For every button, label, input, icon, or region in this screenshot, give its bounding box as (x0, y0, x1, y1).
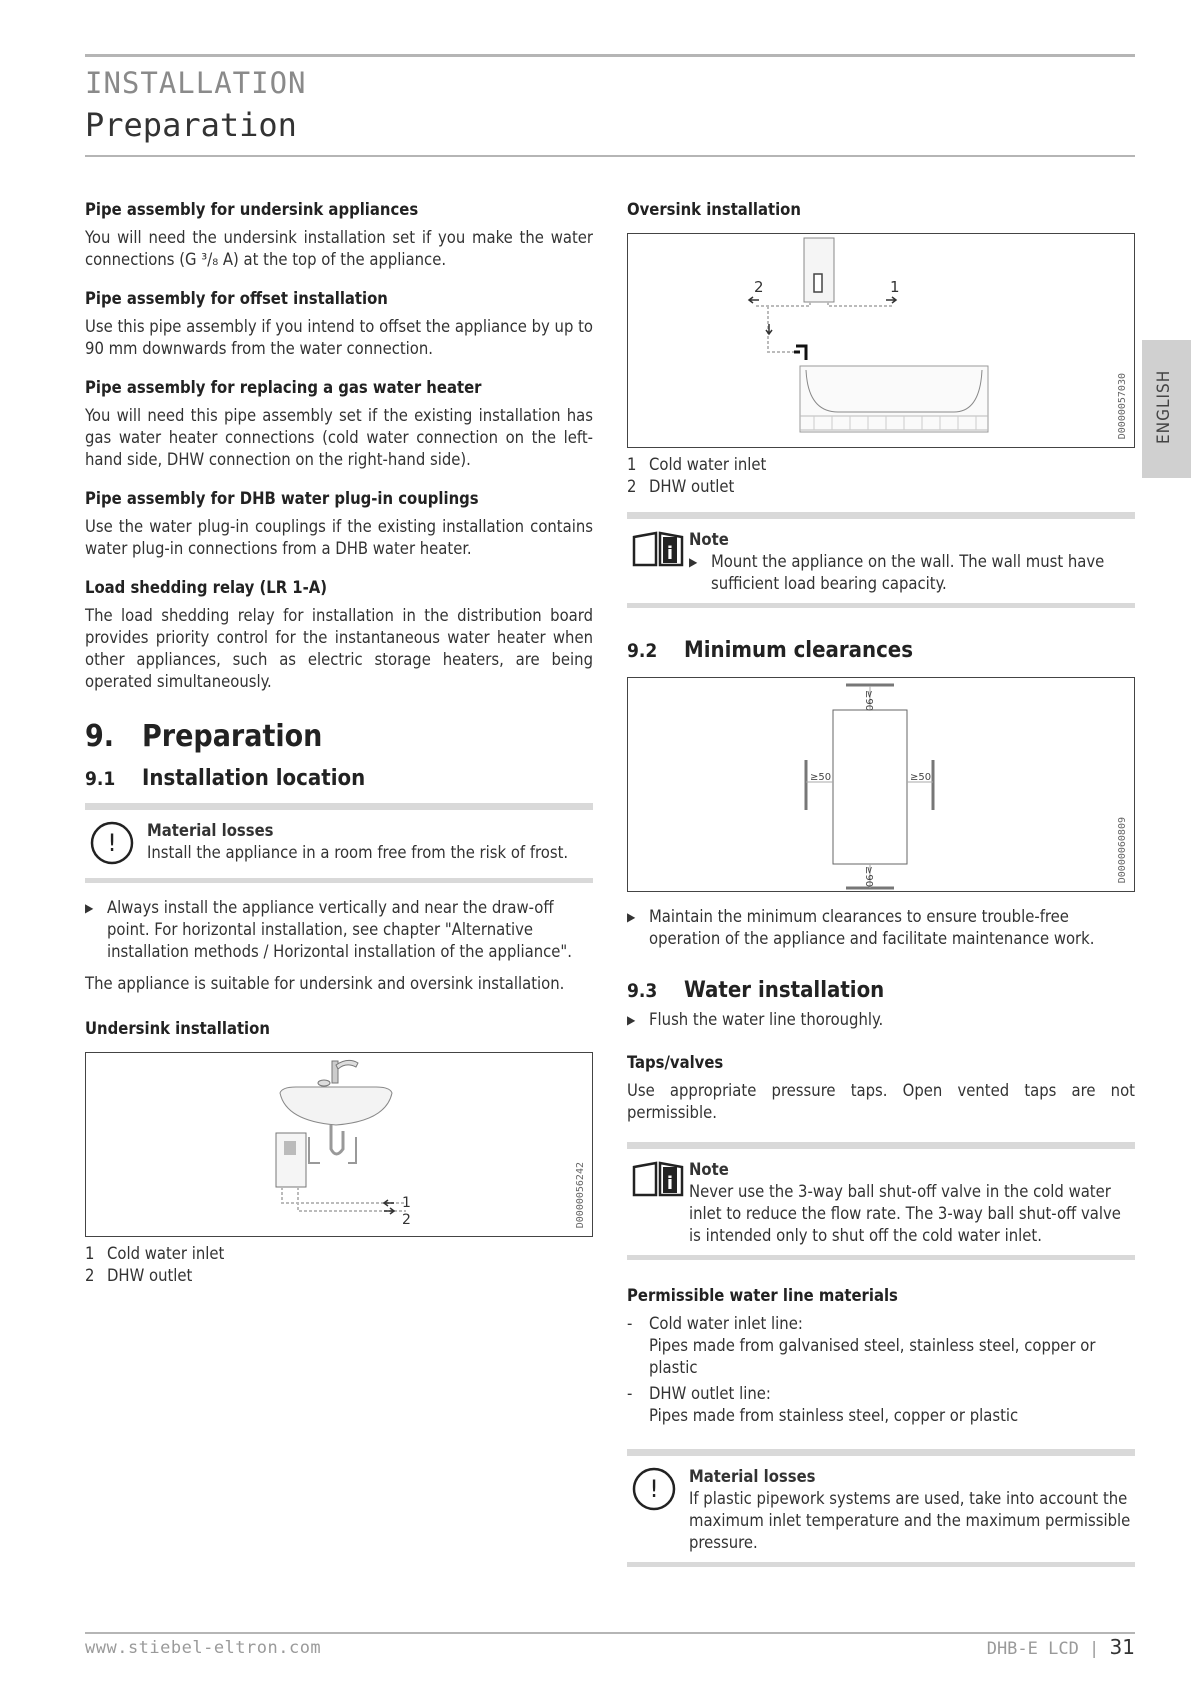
notice-text: If plastic pipework systems are used, take into account the maximum inlet temperature and the maximum permissible pressure. (689, 1489, 1131, 1552)
warning-icon (631, 1466, 689, 1516)
bullet-item (627, 906, 1135, 950)
left-column (85, 200, 593, 1299)
list-item: - Cold water inlet line: Pipes made from galvanised steel, stainless steel, copper or plastic (627, 1314, 1096, 1377)
undersink-figure (85, 1052, 593, 1237)
undersink-heading: Undersink installation (85, 1019, 270, 1038)
bullet-item (85, 897, 593, 963)
notice-title: Material losses (689, 1467, 816, 1486)
section-title: Installation location (142, 766, 366, 791)
svg-text:i: i (666, 1173, 674, 1194)
section-9-3-heading (627, 978, 1135, 1003)
undersink-pipe-heading: Pipe assembly for undersink appliances (85, 200, 419, 219)
undersink-legend (85, 1243, 593, 1287)
bullet-text: Maintain the minimum clearances to ensure trouble-free operation of the appliance and facilitate maintenance work. (649, 907, 1095, 948)
triangle-bullet-icon: ▶ (627, 910, 636, 924)
section-title: Minimum clearances (684, 638, 914, 663)
dhb-pipe-heading: Pipe assembly for DHB water plug-in couplings (85, 489, 479, 508)
gas-pipe-heading: Pipe assembly for replacing a gas water heater (85, 378, 482, 397)
warning-icon (89, 820, 147, 870)
notice-text: Install the appliance in a room free from the risk of frost. (147, 843, 569, 862)
oversink-legend (627, 454, 1135, 498)
page-number: 31 (1109, 1635, 1135, 1659)
offset-pipe-heading: Pipe assembly for offset installation (85, 289, 388, 308)
svg-text:i: i (666, 543, 674, 564)
legend-item: 1 Cold water inlet (627, 455, 767, 474)
figure-code: D0000057030 (1117, 372, 1128, 439)
suitable-text: The appliance is suitable for undersink and oversink installation. (85, 974, 565, 993)
dash-bullet: - (627, 1384, 633, 1403)
relay-heading: Load shedding relay (LR 1-A) (85, 578, 328, 597)
dash-bullet: - (627, 1314, 633, 1333)
oversink-heading: Oversink installation (627, 200, 801, 219)
legend-item: 2 DHW outlet (627, 477, 735, 496)
section-9-1-heading (85, 766, 593, 791)
footer-model (987, 1635, 1135, 1659)
material-losses-notice (85, 803, 593, 883)
figure-code: D0000056242 (575, 1161, 586, 1228)
materials-heading: Permissible water line materials (627, 1286, 898, 1305)
triangle-bullet-icon: ▶ (627, 1013, 636, 1027)
section-label: INSTALLATION (85, 66, 307, 100)
triangle-bullet-icon: ▶ (689, 555, 698, 569)
model-label: DHB-E LCD | (986, 1639, 1100, 1659)
footer-url[interactable]: www.stiebel-eltron.com (85, 1638, 322, 1658)
section-number: 9.1 (85, 768, 116, 790)
note-title: Note (689, 1160, 729, 1179)
note-title: Note (689, 530, 729, 549)
note-box-ball-valve (627, 1142, 1135, 1260)
chapter-number: 9. (85, 719, 115, 754)
section-9-2-heading (627, 638, 1135, 663)
top-rule (85, 54, 1135, 57)
language-tab-label: ENGLISH (1154, 369, 1174, 444)
clearances-figure (627, 677, 1135, 892)
note-text: Never use the 3-way ball shut-off valve in the cold water inlet to reduce the flow rate. The 3-way ball shut-off valve is intended only to shut off the cold water inlet. (689, 1182, 1121, 1245)
callout-2: 2 (402, 1212, 411, 1228)
info-book-icon (631, 529, 689, 573)
oversink-figure (627, 233, 1135, 448)
clearance-bottom: ≥90 (863, 866, 874, 888)
undersink-diagram (86, 1053, 591, 1236)
taps-text: Use appropriate pressure taps. Open vented taps are not permissible. (627, 1081, 1135, 1122)
offset-pipe-text: Use this pipe assembly if you intend to offset the appliance by up to 90 mm downwards from the water connection. (85, 317, 593, 358)
callout-2: 2 (754, 278, 764, 296)
callout-1: 1 (890, 278, 900, 296)
oversink-diagram (628, 234, 1133, 447)
list-item: - DHW outlet line: Pipes made from stainless steel, copper or plastic (627, 1384, 1019, 1425)
clearance-right: ≥50 (910, 772, 932, 783)
clearances-diagram (628, 678, 1133, 891)
section-number: 9.2 (627, 640, 658, 662)
chapter-heading (85, 719, 593, 754)
figure-code: D0000060809 (1117, 816, 1128, 883)
header-rule (85, 155, 1135, 157)
note-box-mounting (627, 512, 1135, 608)
legend-item: 1 Cold water inlet (85, 1244, 225, 1263)
section-number: 9.3 (627, 980, 658, 1002)
info-book-icon (631, 1159, 689, 1203)
legend-item: 2 DHW outlet (85, 1266, 193, 1285)
callout-1: 1 (402, 1195, 411, 1211)
undersink-pipe-text: You will need the undersink installation set if you make the water connections (G ³/₈ A) at the top of the appliance. (85, 228, 593, 269)
clearance-top: ≥90 (863, 690, 874, 712)
bullet-item (627, 1009, 1135, 1031)
right-column (627, 200, 1135, 1581)
bullet-text: Flush the water line thoroughly. (649, 1010, 884, 1029)
bullet-text: Always install the appliance vertically and near the draw-off point. For horizontal installation, see chapter "Alternative installation methods / Horizontal installation of the appliance". (107, 898, 572, 961)
dhb-pipe-text: Use the water plug-in couplings if the existing installation contains water plug-in connections from a DHB water heater. (85, 517, 593, 558)
clearance-left: ≥50 (810, 772, 832, 783)
note-text: Mount the appliance on the wall. The wall must have sufficient load bearing capacity. (711, 552, 1105, 593)
notice-title: Material losses (147, 821, 274, 840)
relay-text: The load shedding relay for installation in the distribution board provides priority control for the instantaneous water heater when other appliances, such as electric storage heaters, are being operated simultaneously. (85, 606, 593, 691)
taps-heading: Taps/valves (627, 1053, 724, 1072)
material-losses-notice (627, 1449, 1135, 1567)
footer-rule (85, 1632, 1135, 1634)
svg-text:!: ! (107, 829, 117, 857)
language-tab[interactable] (1142, 340, 1191, 478)
chapter-title: Preparation (142, 719, 323, 754)
section-title: Water installation (684, 978, 885, 1003)
page-title: Preparation (85, 106, 297, 144)
svg-text:!: ! (649, 1475, 659, 1503)
gas-pipe-text: You will need this pipe assembly set if the existing installation has gas water heater connections (cold water connection on the left-hand side, DHW connection on the right-hand side). (85, 406, 593, 469)
triangle-bullet-icon: ▶ (85, 901, 94, 915)
